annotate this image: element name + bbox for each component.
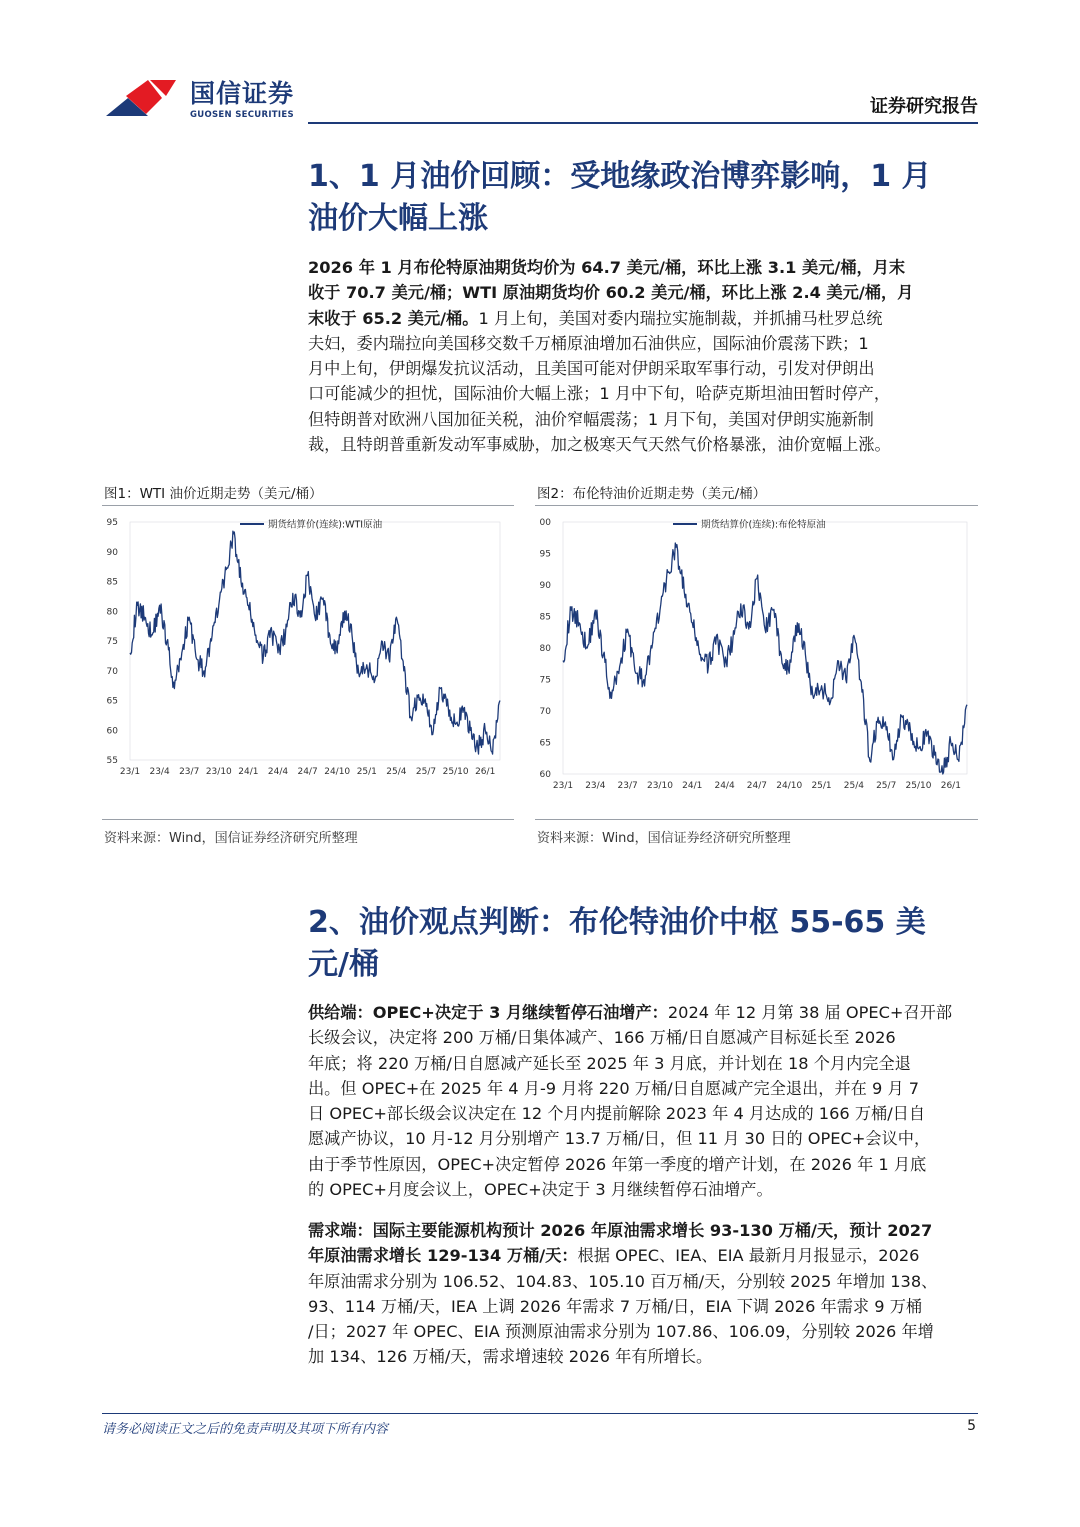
text-run: 加 134、126 万桶/天，需求增速较 2026 年有所增长。 <box>308 1347 713 1367</box>
section2-heading-line: 2、油价观点判断：布伦特油价中枢 55-65 美 <box>308 905 926 940</box>
text-line <box>308 432 980 457</box>
x-tick-label: 23/10 <box>646 781 673 791</box>
y-tick-label: 65 <box>539 738 551 749</box>
text-run: 长级会议，决定将 200 万桶/日集体减产、166 万桶/日自愿减产目标延长至 2026 <box>308 1028 896 1048</box>
brand-name-cn: 国信证券 <box>190 79 295 108</box>
demand-paragraph <box>308 1218 980 1370</box>
brand-name-en: GUOSEN SECURITIES <box>190 110 294 120</box>
figure1-chart <box>102 508 514 784</box>
x-tick-label: 25/1 <box>356 767 377 777</box>
figure2-source: 资料来源：Wind，国信证券经济研究所整理 <box>537 831 791 846</box>
bold-text-run: 供给端：OPEC+决定于 3 月继续暂停石油增产： <box>308 1003 668 1022</box>
y-tick-label: 90 <box>539 581 551 591</box>
text-run: 愿减产协议，10 月-12 月分别增产 13.7 万桶/日，但 11 月 30 日的 OPEC+会议中， <box>308 1129 931 1149</box>
text-line <box>308 1025 980 1050</box>
text-line <box>308 1218 980 1243</box>
y-tick-label: 60 <box>539 770 551 780</box>
y-tick-label: 90 <box>106 547 118 558</box>
text-line <box>308 331 980 356</box>
x-tick-label: 24/10 <box>324 767 351 777</box>
bold-text-run: 2026 年 1 月布伦特原油期货均价为 64.7 美元/桶，环比上涨 3.1 美元/桶，月末 <box>308 258 906 277</box>
text-run: 1 月上旬，美国对委内瑞拉实施制裁，并抓捕马杜罗总统 <box>478 308 883 328</box>
x-tick-label: 24/4 <box>714 781 735 791</box>
report-type-label: 证券研究报告 <box>870 96 978 117</box>
text-run: 夫妇，委内瑞拉向美国移交数千万桶原油增加石油供应，国际油价震荡下跌；1 <box>308 333 869 353</box>
section1-paragraph <box>308 255 980 457</box>
text-run: /日；2027 年 OPEC、EIA 预测原油需求分别为 107.86、106.09，分别较 2026 年增 <box>308 1322 934 1342</box>
text-line <box>308 1051 980 1076</box>
text-run: 2024 年 12 月第 38 届 OPEC+召开部 <box>667 1003 953 1022</box>
x-tick-label: 26/1 <box>475 767 496 777</box>
y-tick-label: 75 <box>539 675 551 686</box>
section2-heading <box>308 902 980 986</box>
section1-heading-line: 油价大幅上涨 <box>308 201 488 236</box>
y-tick-label: 75 <box>106 637 118 647</box>
y-tick-label: 70 <box>539 707 551 717</box>
text-run: 的 OPEC+月度会议上，OPEC+决定于 3 月继续暂停石油增产。 <box>308 1180 773 1200</box>
text-line <box>308 1000 980 1025</box>
x-tick-label: 25/10 <box>442 767 469 777</box>
y-tick-label: 95 <box>106 518 118 528</box>
text-run: 93、114 万桶/天，IEA 上调 2026 年需求 7 万桶/日，EIA 下调 2026 年需求 9 万桶 <box>308 1296 923 1316</box>
x-tick-label: 24/4 <box>267 767 289 777</box>
x-tick-label: 25/7 <box>415 767 437 777</box>
figure1-top-rule <box>102 505 514 506</box>
text-run: 口可能减少的担忧，国际油价大幅上涨；1 月中下旬，哈萨克斯坦油田暂时停产， <box>308 384 891 404</box>
footer-divider <box>102 1413 978 1414</box>
x-tick-label: 23/4 <box>149 767 170 777</box>
x-tick-label: 26/1 <box>940 781 961 791</box>
x-tick-label: 23/4 <box>585 781 606 791</box>
text-line <box>308 1177 980 1202</box>
bold-text-run: 末收于 65.2 美元/桶。 <box>308 308 479 328</box>
x-tick-label: 24/1 <box>682 781 703 791</box>
x-tick-label: 25/10 <box>905 781 932 791</box>
text-line <box>308 1269 980 1294</box>
text-line <box>308 1294 980 1319</box>
text-line <box>308 1152 980 1177</box>
x-tick-label: 24/7 <box>297 767 318 777</box>
x-tick-label: 25/4 <box>843 781 864 791</box>
text-run: 年原油需求分别为 106.52、104.83、105.10 百万桶/天，分别较 2025 年增加 138、 <box>308 1271 938 1291</box>
x-tick-label: 23/1 <box>119 767 141 777</box>
x-tick-label: 23/7 <box>179 767 200 777</box>
y-tick-label: 80 <box>106 607 118 618</box>
text-run: 月中上旬，伊朗爆发抗议活动，且美国可能对伊朗采取军事行动，引发对伊朗出 <box>308 359 875 379</box>
legend-label: 期货结算价(连续):WTI原油 <box>268 519 383 531</box>
series-line <box>130 531 500 754</box>
text-run: 根据 OPEC、IEA、EIA 最新月月报显示，2026 <box>577 1246 920 1266</box>
text-line <box>308 381 980 406</box>
section2-heading-line: 元/桶 <box>308 947 379 982</box>
x-tick-label: 23/7 <box>617 781 638 791</box>
text-line <box>308 280 980 305</box>
text-line <box>308 255 980 280</box>
y-tick-label: 95 <box>539 549 551 560</box>
text-line <box>308 1126 980 1151</box>
supply-paragraph <box>308 1000 980 1202</box>
figure2-bottom-rule <box>535 819 978 820</box>
text-line <box>308 356 980 381</box>
text-line <box>308 407 980 432</box>
bold-text-run: 需求端：国际主要能源机构预计 2026 年原油需求增长 93-130 万桶/天，预计 2027 <box>308 1221 933 1240</box>
y-tick-label: 85 <box>106 577 118 588</box>
text-line <box>308 1344 980 1369</box>
text-run: 但特朗普对欧洲八国加征关税，油价窄幅震荡；1 月下旬，美国对伊朗实施新制 <box>308 409 874 429</box>
text-run: 出。但 OPEC+在 2025 年 4 月-9 月将 220 万桶/日自愿减产完全退出，并在 9 月 7 <box>308 1078 920 1098</box>
y-tick-label: 65 <box>106 696 118 707</box>
x-tick-label: 23/1 <box>552 781 574 791</box>
x-tick-label: 24/7 <box>746 781 768 791</box>
text-line <box>308 1319 980 1344</box>
series-line <box>563 543 967 774</box>
x-tick-label: 24/1 <box>238 767 259 777</box>
y-tick-label: 80 <box>539 644 551 654</box>
footer-disclaimer: 请务必阅读正文之后的免责声明及其项下所有内容 <box>102 1422 389 1437</box>
x-tick-label: 24/10 <box>776 781 803 791</box>
guosen-logo-icon <box>104 76 184 120</box>
figure2-chart <box>535 508 978 798</box>
y-tick-label: 55 <box>106 756 118 766</box>
figure1-title: 图1：WTI 油价近期走势（美元/桶） <box>104 486 323 502</box>
header-divider <box>308 122 978 124</box>
figure2-title: 图2：布伦特油价近期走势（美元/桶） <box>537 486 767 502</box>
x-tick-label: 23/10 <box>205 767 232 777</box>
figure1-bottom-rule <box>102 819 514 820</box>
y-tick-label: 60 <box>106 726 118 737</box>
bold-text-run: 收于 70.7 美元/桶；WTI 原油期货均价 60.2 美元/桶，环比上涨 2.4 美元/桶，月 <box>308 283 914 303</box>
page-number: 5 <box>967 1418 976 1434</box>
bold-text-run: 年原油需求增长 129-134 万桶/天： <box>308 1246 578 1266</box>
section1-heading <box>308 156 980 240</box>
text-run: 裁，且特朗普重新发动军事威胁，加之极寒天气天然气价格暴涨，油价宽幅上涨。 <box>308 435 891 455</box>
y-tick-label: 00 <box>539 518 551 528</box>
plot-area <box>130 522 500 760</box>
text-line <box>308 1101 980 1126</box>
text-line <box>308 1243 980 1268</box>
figure2-top-rule <box>535 505 978 506</box>
x-tick-label: 25/1 <box>811 781 832 791</box>
x-tick-label: 25/4 <box>386 767 407 777</box>
y-tick-label: 85 <box>539 612 551 623</box>
text-run: 年底；将 220 万桶/日自愿减产延长至 2025 年 3 月底，并计划在 18 个月内完全退 <box>308 1053 911 1073</box>
text-line <box>308 306 980 331</box>
figure1-source: 资料来源：Wind，国信证券经济研究所整理 <box>104 831 358 846</box>
y-tick-label: 70 <box>106 666 118 677</box>
text-run: 由于季节性原因，OPEC+决定暂停 2026 年第一季度的增产计划，在 2026 年 1 月底 <box>308 1154 927 1174</box>
legend-label: 期货结算价(连续):布伦特原油 <box>701 519 826 531</box>
text-line <box>308 1076 980 1101</box>
x-tick-label: 25/7 <box>876 781 897 791</box>
section1-heading-line: 1、1 月油价回顾：受地缘政治博弈影响，1 月 <box>308 159 932 194</box>
text-run: 日 OPEC+部长级会议决定在 12 个月内提前解除 2023 年 4 月达成的 166 万桶/日自 <box>308 1104 926 1124</box>
